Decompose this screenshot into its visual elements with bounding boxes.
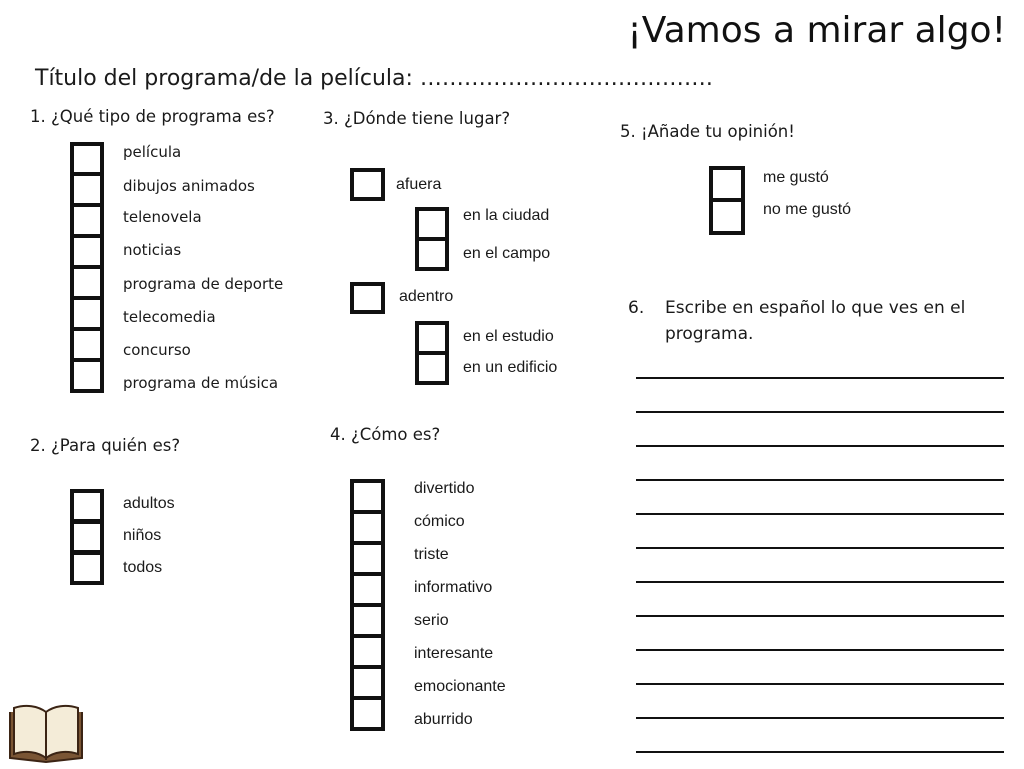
checkbox-en-el-campo[interactable] <box>415 237 449 271</box>
checkbox-noticias[interactable] <box>70 234 104 269</box>
writing-line-9[interactable] <box>636 649 1004 651</box>
checkbox-dibujos-animados[interactable] <box>70 172 104 207</box>
question-4-label: 4. ¿Cómo es? <box>330 425 441 444</box>
option-informativo: informativo <box>414 579 493 596</box>
question-3-label: 3. ¿Dónde tiene lugar? <box>323 109 511 128</box>
checkbox-informativo[interactable] <box>350 572 385 607</box>
writing-line-8[interactable] <box>636 615 1004 617</box>
checkbox-comico[interactable] <box>350 510 385 545</box>
option-serio: serio <box>414 612 449 629</box>
option-emocionante: emocionante <box>414 678 506 695</box>
question-2-label: 2. ¿Para quién es? <box>30 436 181 455</box>
checkbox-concurso[interactable] <box>70 327 104 362</box>
option-pelicula: película <box>123 143 182 161</box>
checkbox-en-el-estudio[interactable] <box>415 321 449 355</box>
option-adentro: adentro <box>399 288 454 305</box>
writing-line-5[interactable] <box>636 513 1004 515</box>
writing-line-6[interactable] <box>636 547 1004 549</box>
option-en-el-estudio: en el estudio <box>463 328 554 345</box>
checkbox-todos[interactable] <box>70 551 104 585</box>
checkbox-pelicula[interactable] <box>70 142 104 176</box>
question-5-label: 5. ¡Añade tu opinión! <box>620 122 795 141</box>
writing-line-12[interactable] <box>636 751 1004 753</box>
writing-line-11[interactable] <box>636 717 1004 719</box>
option-comico: cómico <box>414 513 465 530</box>
checkbox-no-me-gusto[interactable] <box>709 198 745 235</box>
option-divertido: divertido <box>414 480 475 497</box>
writing-line-2[interactable] <box>636 411 1004 413</box>
option-triste: triste <box>414 546 449 563</box>
checkbox-interesante[interactable] <box>350 634 385 669</box>
option-en-el-campo: en el campo <box>463 245 551 262</box>
writing-line-7[interactable] <box>636 581 1004 583</box>
question-1-label: 1. ¿Qué tipo de programa es? <box>30 107 275 126</box>
option-programa-de-musica: programa de música <box>123 374 279 392</box>
writing-line-1[interactable] <box>636 377 1004 379</box>
checkbox-programa-de-deporte[interactable] <box>70 265 104 300</box>
option-dibujos-animados: dibujos animados <box>123 177 255 195</box>
option-no-me-gusto: no me gustó <box>763 201 852 218</box>
option-interesante: interesante <box>414 645 494 662</box>
option-adultos: adultos <box>123 495 175 512</box>
checkbox-adultos[interactable] <box>70 489 104 523</box>
writing-line-4[interactable] <box>636 479 1004 481</box>
option-en-la-ciudad: en la ciudad <box>463 207 550 224</box>
option-en-un-edificio: en un edificio <box>463 359 558 376</box>
checkbox-telenovela[interactable] <box>70 203 104 238</box>
option-programa-de-deporte: programa de deporte <box>123 275 284 293</box>
page-title: ¡Vamos a mirar algo! <box>627 10 1006 51</box>
checkbox-ninos[interactable] <box>70 520 104 554</box>
question-6-label: Escribe en español lo que ves en el programa. <box>665 298 966 344</box>
option-concurso: concurso <box>123 341 191 359</box>
option-telenovela: telenovela <box>123 208 202 226</box>
checkbox-triste[interactable] <box>350 541 385 576</box>
programme-title-field: Título del programa/de la película: …………………………………. <box>35 66 713 91</box>
option-ninos: niños <box>123 527 162 544</box>
checkbox-programa-de-musica[interactable] <box>70 358 104 393</box>
open-book-icon <box>6 702 86 764</box>
checkbox-en-la-ciudad[interactable] <box>415 207 449 241</box>
checkbox-serio[interactable] <box>350 603 385 638</box>
writing-line-3[interactable] <box>636 445 1004 447</box>
option-me-gusto: me gustó <box>763 169 829 186</box>
checkbox-telecomedia[interactable] <box>70 296 104 331</box>
checkbox-adentro[interactable] <box>350 282 385 314</box>
checkbox-divertido[interactable] <box>350 479 385 514</box>
checkbox-emocionante[interactable] <box>350 665 385 700</box>
writing-line-10[interactable] <box>636 683 1004 685</box>
option-noticias: noticias <box>123 241 182 259</box>
checkbox-aburrido[interactable] <box>350 696 385 731</box>
checkbox-afuera[interactable] <box>350 168 385 201</box>
question-6-number: 6. <box>628 298 645 318</box>
question-6 <box>628 295 1008 347</box>
option-todos: todos <box>123 559 163 576</box>
option-telecomedia: telecomedia <box>123 308 216 326</box>
checkbox-me-gusto[interactable] <box>709 166 745 202</box>
checkbox-en-un-edificio[interactable] <box>415 351 449 385</box>
option-afuera: afuera <box>396 176 442 193</box>
option-aburrido: aburrido <box>414 711 473 728</box>
